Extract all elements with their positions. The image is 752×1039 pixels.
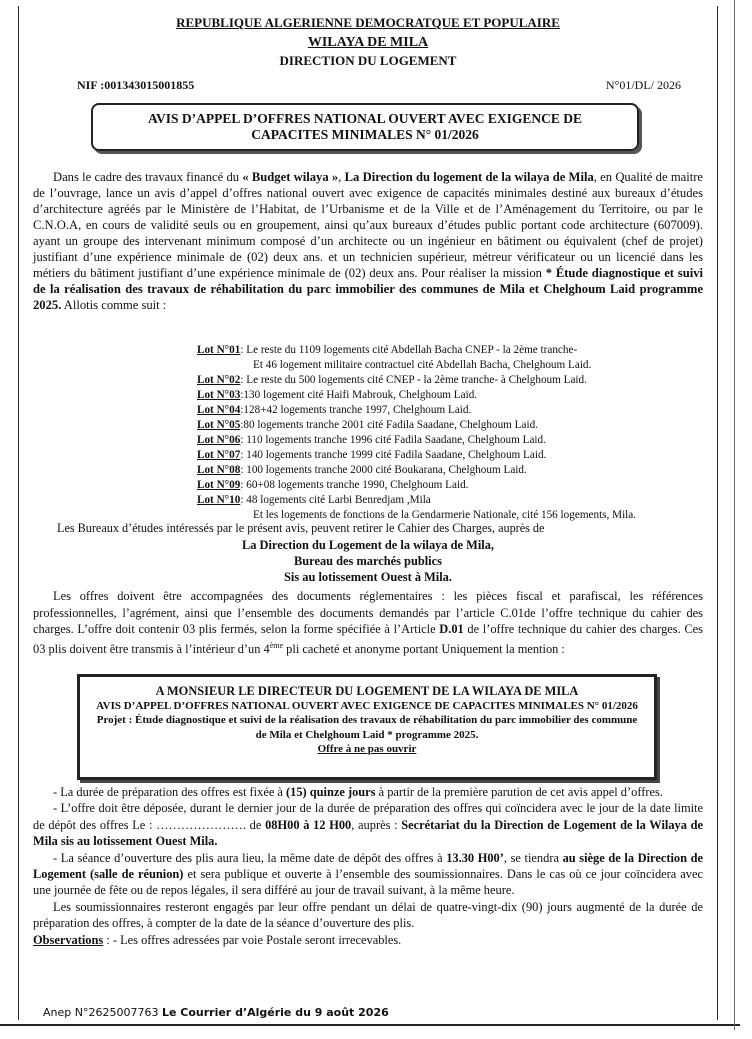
offers-text-a: Les offres doivent être accompagnées des documents réglementaires : les pièces fiscal et parafiscal, les références professionnelles, l’agrément, ainsi que l’ensemble des documents demandés par l’article C.01de l’offre technique du cahier des charges. L’offre doit contenir 03 plis fermés, selon la forme spécifiée à l’Article — [33, 589, 703, 636]
notice-title-box — [91, 103, 639, 151]
mention-line-1: A MONSIEUR LE DIRECTEUR DU LOGEMENT DE LA WILAYA DE MILA — [155, 684, 579, 698]
intro-text-d: Allotis comme suit : — [61, 298, 167, 312]
lot-label: Lot N°07 — [197, 449, 241, 461]
lot-item — [197, 448, 697, 463]
lot-label: Lot N°05 — [197, 419, 241, 431]
intro-paragraph — [33, 169, 703, 313]
intro-text-a: Dans le cadre des travaux financé du — [53, 170, 243, 184]
lot-item — [197, 493, 697, 508]
withdrawal-address-line-1: La Direction du Logement de la wilaya de Mila, — [241, 538, 495, 552]
notice-sheet — [18, 6, 718, 1020]
lot-item — [197, 358, 697, 373]
withdrawal-address-line-3: Sis au lotissement Ouest à Mila. — [284, 570, 452, 584]
nif-number: NIF :001343015001855 — [77, 78, 195, 92]
lot-label: Lot N°01 — [197, 344, 241, 356]
term-hours: 08H00 à 12 H00 — [265, 817, 352, 832]
direction-heading: DIRECTION DU LOGEMENT — [279, 53, 457, 68]
lots-list — [197, 343, 697, 523]
mission-description: * Étude diagnostique et suivi de la réalisation des travaux de réhabilitation du parc immobilier des communes de Mila et Chelghoum Laid programme 2025. — [33, 266, 703, 312]
wilaya-heading: WILAYA DE MILA — [307, 35, 429, 50]
republic-heading: REPUBLIQUE ALGERIENNE DEMOCRATQUE ET POPULAIRE — [176, 15, 560, 30]
publication-footer — [43, 1006, 389, 1019]
withdrawal-address-line-2: Bureau des marchés publics — [294, 554, 442, 568]
term-opening-time: 13.30 H00’ — [446, 850, 504, 865]
term-opening-place: au siège de la Direction de Logement (salle de réunion) — [33, 850, 703, 882]
lot-label: Lot N°03 — [197, 389, 241, 401]
observations-label: Observations — [33, 932, 104, 947]
lot-label: Lot N°02 — [197, 374, 241, 386]
lot-item — [197, 343, 697, 358]
offers-superscript: ème — [269, 640, 284, 650]
lot-item — [197, 373, 697, 388]
reference-number: N°01/DL/ 2026 — [605, 78, 681, 92]
lot-label: Lot N°06 — [197, 434, 241, 446]
lot-text: :130 logement cité Haifi Mabrouk, Chelghoum Laid. — [240, 389, 478, 401]
intro-text-c: , en Qualité de maitre de l’ouvrage, lance un avis d’appel d’offres national ouvert avec exigence de capacités minimales destiné aux bureaux d’études d’architecture agréés par le Ministère de l’Habitat, de l’Urbanisme et de la Ville et de l’Aménagement du Territoire, ou par le C.N.O.A, en cours de validité seuls ou en groupement, ainsi qu’aux bureaux d’études public portant code architecture (607009). ayant un groupe des intervenant minimum composé d’un architecte ou un ingénieur en bâtiment ou équivalent (chef de projet) justifiant d’une expérience minimale de (02) deux ans. et un technicien supérieur, métreur vérificateur ou un licencié dans les métiers du bâtiment justifiant d’une expérience minimale de (02) deux ans. Pour réaliser la mission — [33, 170, 703, 280]
lot-label: Lot N°04 — [197, 404, 241, 416]
term-text: - La durée de préparation des offres est fixée à — [53, 785, 287, 799]
lot-label: Lot N°10 — [197, 494, 241, 506]
lot-text: : Le reste du 1109 logements cité Abdellah Bacha CNEP - la 2ème tranche- — [240, 344, 578, 356]
lot-text: : 60+08 logements tranche 1990, Chelghoum Laid. — [240, 479, 469, 491]
term-text: à partir de la première parution de cet avis appel d’offres. — [375, 785, 663, 799]
term-duration — [33, 784, 703, 800]
lot-label: Lot N°09 — [197, 479, 241, 491]
terms-section — [33, 784, 703, 948]
right-rule — [734, 0, 735, 1030]
lot-text: :80 logements tranche 2001 cité Fadila Saadane, Chelghoum Laid. — [240, 419, 538, 431]
direction-name: La Direction du logement de la wilaya de Mila — [344, 170, 594, 184]
mention-line-2: AVIS D’APPEL D’OFFRES NATIONAL OUVERT AVEC EXIGENCE DE CAPACITES MINIMALES N° 01/2026 — [96, 699, 638, 712]
bottom-rule — [0, 1024, 740, 1026]
term-deposit — [33, 800, 703, 849]
observations-text: : - Les offres adressées par voie Postale seront irrecevables. — [103, 932, 402, 947]
newspaper-name: Le Courrier d’Algérie du 9 août 2026 — [161, 1006, 389, 1019]
term-text: et sera publique et ouverte à l’ensemble des soumissionnaires. Dans le cas où ce jour coïncidera avec une journée de fête ou de repos légales, il sera différé au jour de travail suivant, à la même heure. — [33, 867, 703, 898]
mention-line-4: Offre à ne pas ouvrir — [317, 743, 417, 755]
lot-text: : 48 logements cité Larbi Benredjam ,Mila — [240, 494, 431, 506]
lot-text: Et les logements de fonctions de la Gendarmerie Nationale, cité 156 logements, Mila. — [253, 509, 637, 521]
term-deposit-place: Secrétariat du la Direction de Logement de la Wilaya de Mila sis au lotissement Ouest Mila. — [33, 817, 704, 849]
term-opening — [33, 850, 703, 899]
term-text: , se tiendra — [503, 850, 563, 865]
term-text: , auprès : — [351, 817, 402, 832]
offers-paragraph — [33, 588, 703, 657]
lot-item — [197, 433, 697, 448]
anep-number: Anep N°2625007763 — [43, 1006, 162, 1019]
term-duration-value: (15) quinze jours — [286, 785, 376, 799]
lot-item — [197, 418, 697, 433]
lot-text: : Le reste du 500 logements cité CNEP - la 2ème tranche- à Chelghoum Laid. — [240, 374, 587, 386]
term-validity: Les soumissionnaires resteront engagés par leur offre pendant un délai de quatre-vingt-dix (90) jours augmenté de la durée de préparation des offres, à compter de la date de la séance d’ouverture des plis. — [33, 899, 703, 931]
offers-text-b: de l’offre technique du cahier des charges. Ces 03 plis doivent être transmis à l’intérieur d’un 4 — [33, 622, 704, 656]
lot-label: Lot N°08 — [197, 464, 241, 476]
lot-text: : 100 logements tranche 2000 cité Boukarana, Chelghoum Laid. — [240, 464, 527, 476]
offers-text-c: pli cacheté et anonyme portant Uniquement la mention : — [283, 641, 565, 656]
observations — [33, 932, 703, 948]
notice-title-line-2: CAPACITES MINIMALES N° 01/2026 — [251, 127, 479, 142]
lot-text: : 140 logements tranche 1999 cité Fadila Saadane, Chelghoum Laid. — [240, 449, 547, 461]
intro-text-b: , — [338, 170, 345, 184]
term-text: - L’offre doit être déposée, durant le dernier jour de la durée de préparation des offres qui coïncidera avec le jour de la date limite de dépôt des offres Le : …………………. de — [33, 801, 703, 832]
lot-text: : 110 logements tranche 1996 cité Fadila Saadane, Chelghoum Laid. — [240, 434, 546, 446]
notice-title-line-1: AVIS D’APPEL D’OFFRES NATIONAL OUVERT AVEC EXIGENCE DE — [148, 111, 582, 126]
lot-item — [197, 463, 697, 478]
term-text: - La séance d’ouverture des plis aura lieu, la même date de dépôt des offres à — [53, 850, 447, 865]
offers-article: D.01 — [439, 622, 464, 636]
lot-item — [197, 388, 697, 403]
envelope-mention-box — [77, 674, 657, 780]
lot-text: Et 46 logement militaire contractuel cité Abdellah Bacha, Chelghoum Laid. — [253, 359, 592, 371]
mention-line-3: Projet : Étude diagnostique et suivi de la réalisation des travaux de réhabilitation du parc immobilier des commune de Mila et Chelghoum Laid * programme 2025. — [96, 714, 638, 741]
bureaux-text: Les Bureaux d’études intéressés par le présent avis, peuvent retirer le Cahier des Charges, auprès de — [57, 521, 545, 535]
budget-label: « Budget wilaya » — [242, 170, 339, 184]
lot-item — [197, 403, 697, 418]
lot-text: :128+42 logements tranche 1997, Chelghoum Laid. — [240, 404, 472, 416]
lot-item — [197, 478, 697, 493]
